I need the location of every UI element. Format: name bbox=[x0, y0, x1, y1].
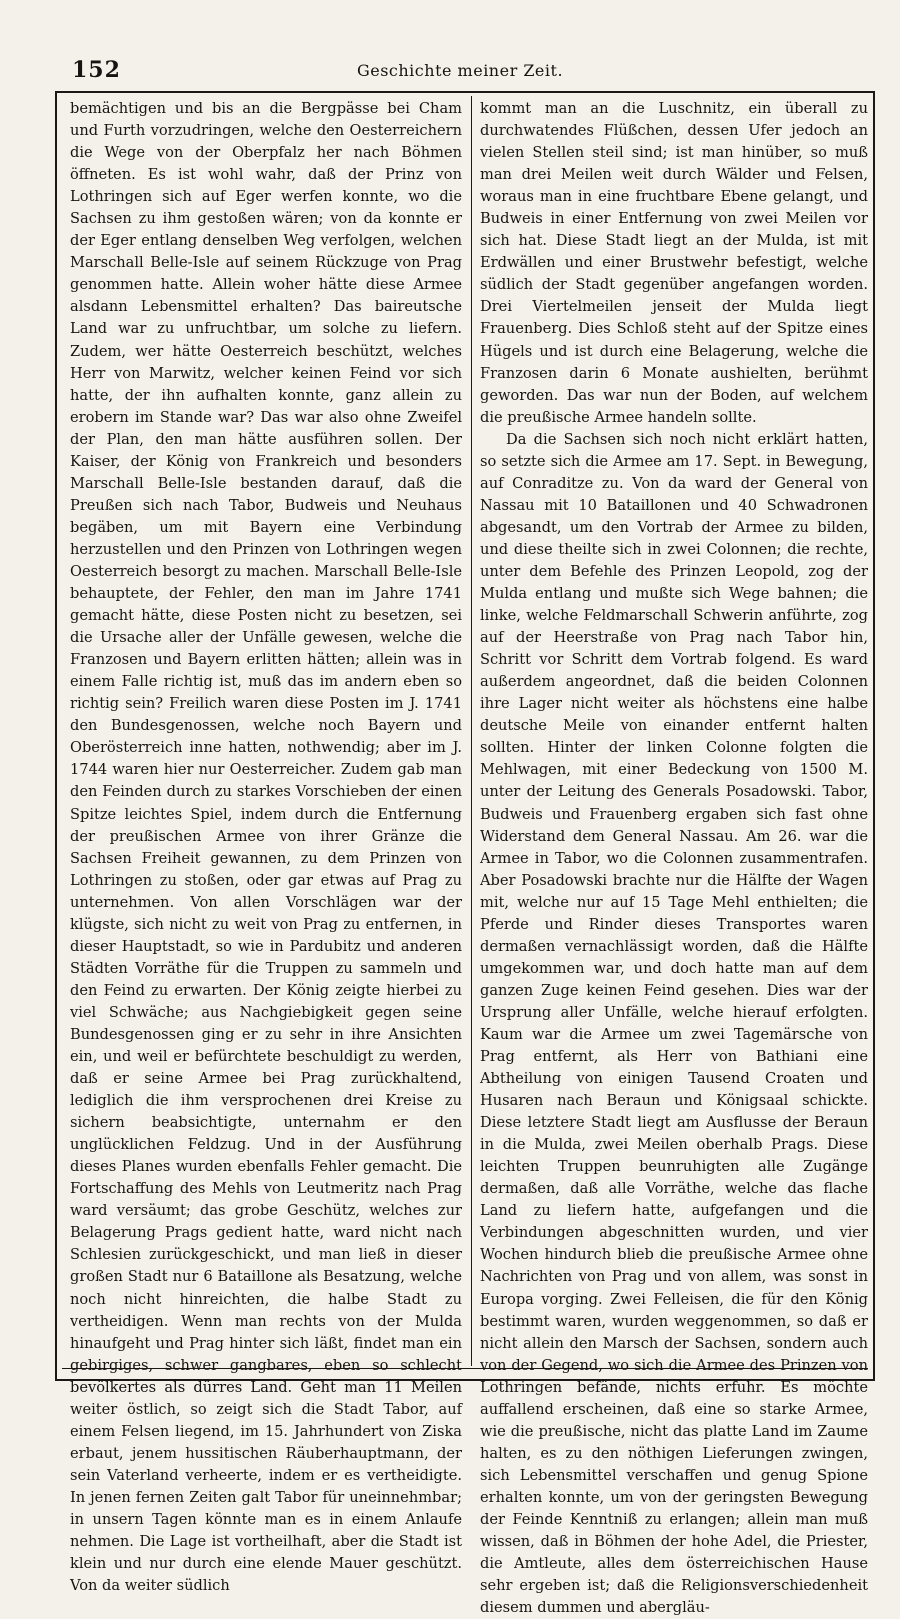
page-number: 152 bbox=[72, 57, 121, 83]
column-divider bbox=[471, 96, 472, 1366]
page-header bbox=[60, 55, 860, 89]
right-paragraph-2: Da die Sachsen sich noch nicht erklärt hatten, so setzte sich die Armee am 17. Sept. in Bewegung, auf Conraditze zu. Von da ward der General von Nassau mit 10 Bataillonen und 40 Schwadronen abgesandt, um den Vortrab der Armee zu bilden, und diese theilte sich in zwei Colonnen; die rechte, unter dem Befehle des Prinzen Leopold, zog der Mulda entlang und mußte sich Wege bahnen; die linke, welche Feldmarschall Schwerin anführte, zog auf der Heerstraße von Prag nach Tabor hin, Schritt vor Schritt dem Vortrab folgend. Es ward außerdem angeordnet, daß die beiden Colonnen ihre Lager nicht weiter als höchstens eine halbe deutsche Meile von einander entfernt halten sollten. Hinter der linken Colonne folgten die Mehlwagen, mit einer Bedeckung von 1500 M. unter der Leitung des Generals Posadowski. Tabor, Budweis und Frauenberg ergaben sich fast ohne Widerstand dem General Nassau. Am 26. war die Armee in Tabor, wo die Colonnen zusammentrafen. Aber Posadowski brachte nur die Hälfte der Wagen mit, welche nur auf 15 Tage Mehl enthielten; die Pferde und Rinder dieses Transportes waren dermaßen vernachlässigt worden, daß die Hälfte umgekommen war, und doch hatte man auf dem ganzen Zuge keinen Feind gesehen. Dies war der Ursprung aller Unfälle, welche hierauf erfolgten. Kaum war die Armee um zwei Tagemärsche von Prag entfernt, als Herr von Bathiani eine Abtheilung von einigen Tausend Croaten und Husaren nach Beraun und Königsaal schickte. Diese letztere Stadt liegt am Ausflusse der Beraun in die Mulda, zwei Meilen oberhalb Prags. Diese leichten Truppen beunruhigten alle Zugänge dermaßen, daß alle Vorräthe, welche das flache Land zu liefern hatte, aufgefangen und die Verbindungen abgeschnitten wurden, und vier Wochen hindurch blieb die preußische Armee ohne Nachrichten von Prag und von allem, was sonst in Europa vorging. Zwei Felleisen, die für den König bestimmt waren, wurden weggenommen, so daß er nicht allein den Marsch der Sachsen, sondern auch von der Gegend, wo sich die Armee des Prinzen von Lothringen befände, nichts erfuhr. Es möchte auffallend erscheinen, daß eine so starke Armee, wie die preußische, nicht das platte Land im Zaume halten, es zu den nöthigen Lieferungen zwingen, sich Lebensmittel verschaffen und genug Spione erhalten konnte, um von der geringsten Bewegung der Feinde Kenntniß zu erlangen; allein man muß wissen, daß in Böhmen der hohe Adel, die Priester, die Amtleute, alles dem österreichischen Hause sehr ergeben ist; daß die Religionsverschiedenheit diesem dummen und abergläu- bbox=[480, 430, 868, 1617]
left-paragraph-1: bemächtigen und bis an die Bergpässe bei Cham und Furth vorzudringen, welche den Oesterreichern die Wege von der Oberpfalz her nach Böhmen öffneten. Es ist wohl wahr, daß der Prinz von Lothringen sich auf Eger werfen konnte, wo die Sachsen zu ihm gestoßen wären; von da konnte er der Eger entlang denselben Weg verfolgen, welchen Marschall Belle-Isle auf seinem Rückzuge von Prag genommen hatte. Allein woher hätte diese Armee alsdann Lebensmittel erhalten? Das baireutsche Land war zu unfruchtbar, um solche zu liefern. Zudem, wer hätte Oesterreich beschützt, welches Herr von Marwitz, welcher keinen Feind vor sich hatte, der ihn aufhalten konnte, ganz allein zu erobern im Stande war? Das war also ohne Zweifel der Plan, den man hätte ausführen sollen. Der Kaiser, der König von Frankreich und besonders Marschall Belle-Isle bestanden darauf, daß die Preußen sich nach Tabor, Budweis und Neuhaus begäben, um mit Bayern eine Verbindung herzustellen und den Prinzen von Lothringen wegen Oesterreich besorgt zu machen. Marschall Belle-Isle behauptete, der Fehler, den man im Jahre 1741 gemacht hätte, diese Posten nicht zu besetzen, sei die Ursache aller der Unfälle gewesen, welche die Franzosen und Bayern erlitten hätten; allein was in einem Falle richtig ist, muß das im andern eben so richtig sein? Freilich waren diese Posten im J. 1741 den Bundesgenossen, welche noch Bayern und Oberösterreich inne hatten, nothwendig; aber im J. 1744 waren hier nur Oesterreicher. Zudem gab man den Feinden durch zu starkes Vorschieben der einen Spitze leichtes Spiel, indem durch die Entfernung der preußischen Armee von ihrer Gränze die Sachsen Freiheit gewannen, zu dem Prinzen von Lothringen zu stoßen, oder gar etwas auf Prag zu unternehmen. Von allen Vorschlägen war der klügste, sich nicht zu weit von Prag zu entfernen, in dieser Hauptstadt, so wie in Pardubitz und anderen Städten Vorräthe für die Truppen zu sammeln und den Feind zu erwarten. Der König zeigte hierbei zu viel Schwäche; aus Nachgiebigkeit gegen seine Bundesgenossen ging er zu sehr in ihre Ansichten ein, und weil er befürchtete beschuldigt zu werden, daß er seine Armee bei Prag zurückhaltend, lediglich die ihm versprochenen drei Kreise zu sichern beabsichtigte, unternahm er den unglücklichen Feldzug. Und in der Ausführung dieses Planes wurden ebenfalls Fehler gemacht. Die Fortschaffung des Mehls von Leutmeritz nach Prag ward versäumt; das grobe Geschütz, welches zur Belagerung Prags gedient hatte, ward nicht nach Schlesien zurückgeschickt, und man ließ in dieser großen Stadt nur 6 Bataillone als Besatzung, welche noch nicht hinreichten, die halbe Stadt zu vertheidigen. Wenn man rechts von der Mulda hinaufgeht und Prag hinter sich läßt, findet man ein gebirgiges, schwer gangbares, eben so schlecht bevölkertes als dürres Land. Geht man 11 Meilen weiter östlich, so zeigt sich die Stadt Tabor, auf einem Felsen liegend, im 15. Jahrhundert von Ziska erbaut, jenem hussitischen Räuberhauptmann, der sein Vaterland verheerte, indem er es vertheidigte. In jenen fernen Zeiten galt Tabor für uneinnehmbar; in unsern Tagen könnte man es in einem Anlaufe nehmen. Die Lage ist vortheilhaft, aber die Stadt ist klein und nur durch eine elende Mauer geschützt. Von da weiter südlich bbox=[70, 100, 462, 1595]
left-column bbox=[70, 98, 462, 1595]
right-paragraph-1: kommt man an die Luschnitz, ein überall zu durchwatendes Flüßchen, dessen Ufer jedoch an vielen Stellen steil sind; ist man hinüber, so muß man drei Meilen weit durch Wälder und Felsen, woraus man in eine fruchtbare Ebene gelangt, und Budweis in einer Entfernung von zwei Meilen vor sich hat. Diese Stadt liegt an der Mulda, ist mit Erdwällen und einer Brustwehr befestigt, welche südlich der Stadt gegenüber angefangen worden. Drei Viertelmeilen jenseit der Mulda liegt Frauenberg. Dies Schloß steht auf der Spitze eines Hügels und ist durch eine Belagerung, welche die Franzosen darin 6 Monate aushielten, berühmt geworden. Das war nun der Boden, auf welchem die preußische Armee handeln sollte. bbox=[480, 100, 868, 426]
right-column bbox=[480, 98, 868, 1617]
running-title: Geschichte meiner Zeit. bbox=[356, 61, 564, 80]
